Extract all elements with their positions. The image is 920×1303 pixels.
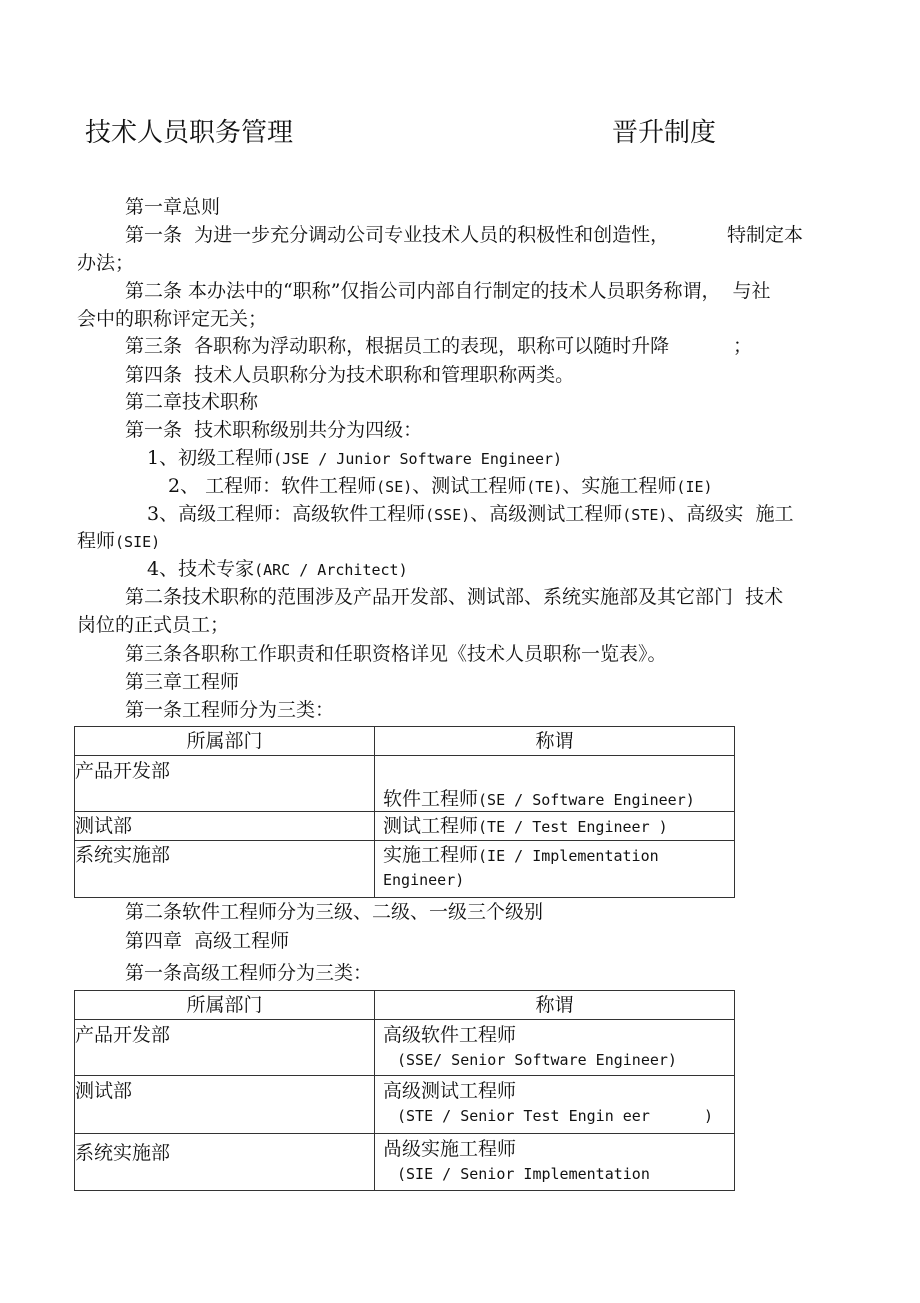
title-cell: 咼级实施工程师	[383, 1138, 517, 1160]
table-header: 称谓	[375, 727, 735, 756]
table-header: 所属部门	[75, 991, 375, 1020]
table-row	[75, 1020, 735, 1076]
list-item: 1、初级工程师(JSE / Junior Software Engineer)	[147, 447, 563, 469]
article-text: 第二条 本办法中的“职称”仅指公司内部自行制定的技术人员职务称谓， 与社	[125, 280, 771, 302]
article-text: 岗位的正式员工；	[77, 614, 230, 636]
article-text: ；	[733, 335, 753, 357]
article-text: 第三条各职称工作职责和任职资格详见《技术人员职称一览表》。	[125, 643, 667, 665]
chapter-3-heading: 第三章工程师	[125, 671, 240, 693]
document-title-left: 技术人员职务管理	[85, 118, 294, 148]
list-item: 2、 工程师：软件工程师(SE)、测试工程师(TE)、实施工程师(IE)	[168, 475, 713, 497]
title-cell-en: (SIE / Senior Implementation	[397, 1165, 650, 1183]
article-text: 特制定本	[727, 224, 804, 246]
chapter-1-heading: 第一章总则	[125, 196, 221, 218]
title-cell: 软件工程师(SE / Software Engineer)	[383, 788, 695, 810]
article-text: 第二条技术职称的范围涉及产品开发部、测试部、系统实施部及其它部门 技术	[125, 586, 784, 608]
chapter-4-heading: 第四章 高级工程师	[125, 930, 290, 952]
title-cell: 测试工程师(TE / Test Engineer )	[383, 815, 668, 837]
list-item: 3、高级工程师：高级软件工程师(SSE)、高级测试工程师(STE)、高级实 施工	[147, 503, 794, 525]
table-row	[75, 812, 735, 841]
title-cell-en: (STE / Senior Test Engin eer )	[397, 1107, 714, 1125]
table-row	[75, 1076, 735, 1134]
title-cell: 实施工程师(IE / Implementation	[383, 844, 659, 866]
chapter-2-heading: 第二章技术职称	[125, 391, 259, 413]
dept-cell: 系统实施部	[75, 844, 171, 866]
article-text: 第一条 为进一步充分调动公司专业技术人员的积极性和创造性，	[125, 224, 670, 246]
dept-cell: 产品开发部	[75, 1024, 171, 1046]
article-text: 办法；	[77, 252, 135, 274]
table-row	[75, 1134, 735, 1191]
article-text: 第二条软件工程师分为三级、二级、一级三个级别	[125, 901, 544, 923]
dept-cell: 测试部	[75, 1080, 133, 1102]
dept-cell: 测试部	[75, 815, 133, 837]
title-cell-en: (SSE/ Senior Software Engineer)	[397, 1051, 677, 1069]
list-item: 4、技术专家(ARC / Architect)	[147, 558, 408, 580]
senior-engineer-table	[74, 990, 735, 1191]
table-header: 称谓	[375, 991, 735, 1020]
dept-cell: 产品开发部	[75, 760, 171, 782]
article-text: 第三条 各职称为浮动职称，根据员工的表现，职称可以随时升降	[125, 335, 670, 357]
dept-cell: 系统实施部	[75, 1142, 171, 1164]
table-row	[75, 756, 735, 812]
table-header: 所属部门	[75, 727, 375, 756]
title-cell-cont: Engineer)	[383, 871, 465, 889]
document-title-right: 晋升制度	[612, 118, 717, 148]
article-text: 会中的职称评定无关；	[77, 308, 268, 330]
list-item: 程师(SIE)	[77, 530, 161, 552]
title-cell: 高级软件工程师	[383, 1024, 517, 1046]
article-text: 第一条工程师分为三类：	[125, 699, 335, 721]
engineer-table	[74, 726, 735, 898]
article-text: 第一条高级工程师分为三类：	[125, 962, 373, 984]
title-cell: 高级测试工程师	[383, 1080, 517, 1102]
table-row	[75, 841, 735, 898]
article-text: 第一条 技术职称级别共分为四级：	[125, 419, 423, 441]
article-text: 第四条 技术人员职称分为技术职称和管理职称两类。	[125, 364, 575, 386]
